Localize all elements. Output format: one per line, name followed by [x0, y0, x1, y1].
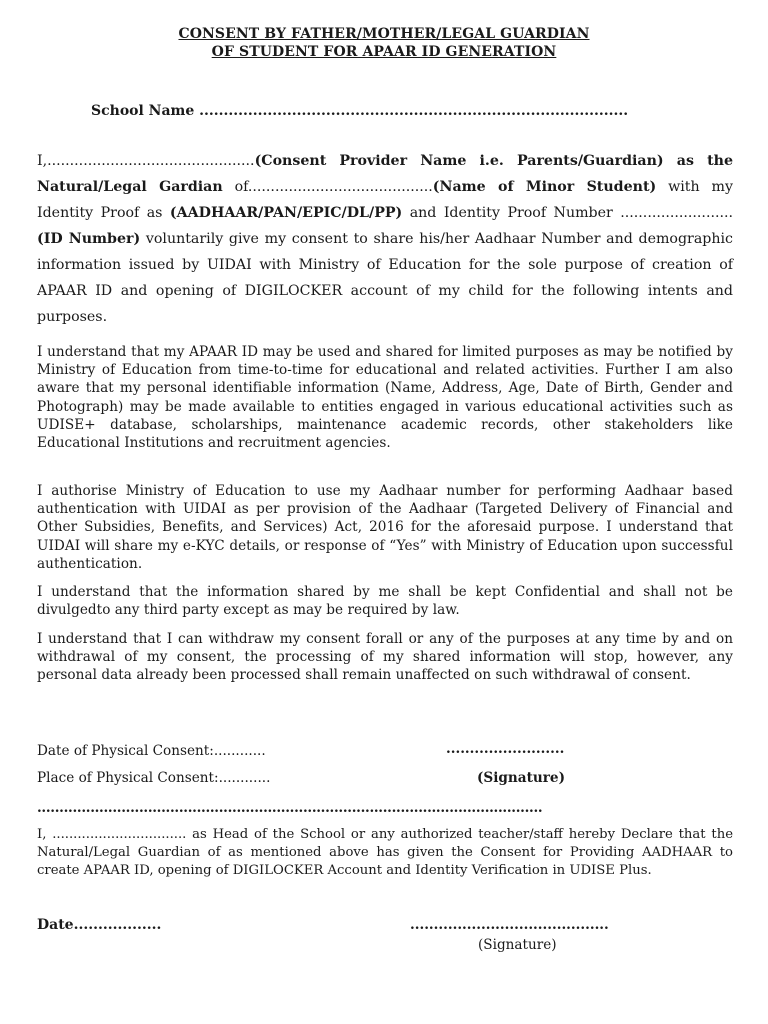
school-signature-label: (Signature) [478, 937, 557, 953]
school-signature-line: .......................................... [410, 917, 609, 933]
parent-signature-label: (Signature) [477, 770, 566, 786]
school-name-field [91, 103, 628, 119]
student-name-hint: (Name of Minor Student) [432, 179, 657, 195]
usage-paragraph: I understand that my APAAR ID may be used and shared for limited purposes as may be notified by Ministry of Education from time-to-time for educational and related activities. Further I am also aware that my personal identifiable information (Name, Address, Age, Date of Birth, Gender and Photograph) may be made available to entities engaged in various educational activities such as UDISE+ database, scholarships, maintenance academic records, other stakeholders like Educational Institutions and recruitment agencies. [37, 344, 733, 452]
student-name-blank: of......................................... [222, 179, 433, 195]
form-title-line-2: OF STUDENT FOR APAAR ID GENERATION [211, 44, 557, 60]
school-name-label: School Name [91, 103, 195, 119]
school-declaration-paragraph: I, ................................ as Head of the School or any authorized teacher/staff hereby Declare that the Natural/Legal Guardian of as mentioned above has given the Consent for Providing AADHAAR to create APAAR ID, opening of DIGILOCKER Account and Identity Verification in UDISE Plus. [37, 827, 733, 878]
consent-paragraph [37, 148, 733, 330]
withdrawal-paragraph: I understand that I can withdraw my consent forall or any of the purposes at any time by and on withdrawal of my consent, the processing of my shared information will stop, however, any personal data already been processed shall remain unaffected on such withdrawal of consent. [37, 631, 733, 684]
consent-purpose-text: voluntarily give my consent to share his/her Aadhaar Number and demographic information issued by UIDAI with Ministry of Education for the sole purpose of creation of APAAR ID and opening of DIGILOCKER account of my child for the following intents and purposes. [37, 231, 733, 325]
id-number-blank: and Identity Proof Number ......................... [402, 205, 734, 221]
form-title-line-1: CONSENT BY FATHER/MOTHER/LEGAL GUARDIAN [178, 26, 590, 42]
declaration-date-field: Date.................. [37, 917, 162, 933]
consent-provider-hint: (Consent Provider Name i.e. Parents/Guardian) as the Natural/Legal Gardian [37, 153, 733, 195]
school-name-blank: ........................................................................................ [194, 103, 629, 119]
consent-provider-blank: I,.............................................. [37, 153, 255, 169]
parent-signature-line: ......................... [446, 741, 565, 757]
section-separator: .................................................................................................................. [37, 800, 543, 816]
place-of-consent-field: Place of Physical Consent:............ [37, 770, 271, 786]
id-number-hint: (ID Number) [37, 231, 141, 247]
confidentiality-paragraph: I understand that the information shared by me shall be kept Confidential and shall not be divulgedto any third party except as may be required by law. [37, 584, 733, 619]
authorisation-paragraph: I authorise Ministry of Education to use my Aadhaar number for performing Aadhaar based authentication with UIDAI as per provision of the Aadhaar (Targeted Delivery of Financial and Other Subsidies, Benefits, and Services) Act, 2016 for the aforesaid purpose. I understand that UIDAI will share my e-KYC details, or response of “Yes” with Ministry of Education upon successful authentication. [37, 483, 733, 572]
identity-proof-text: with my Identity Proof as [37, 179, 733, 221]
date-of-consent-field: Date of Physical Consent:............ [37, 743, 266, 759]
identity-proof-options: (AADHAAR/PAN/EPIC/DL/PP) [169, 205, 403, 221]
